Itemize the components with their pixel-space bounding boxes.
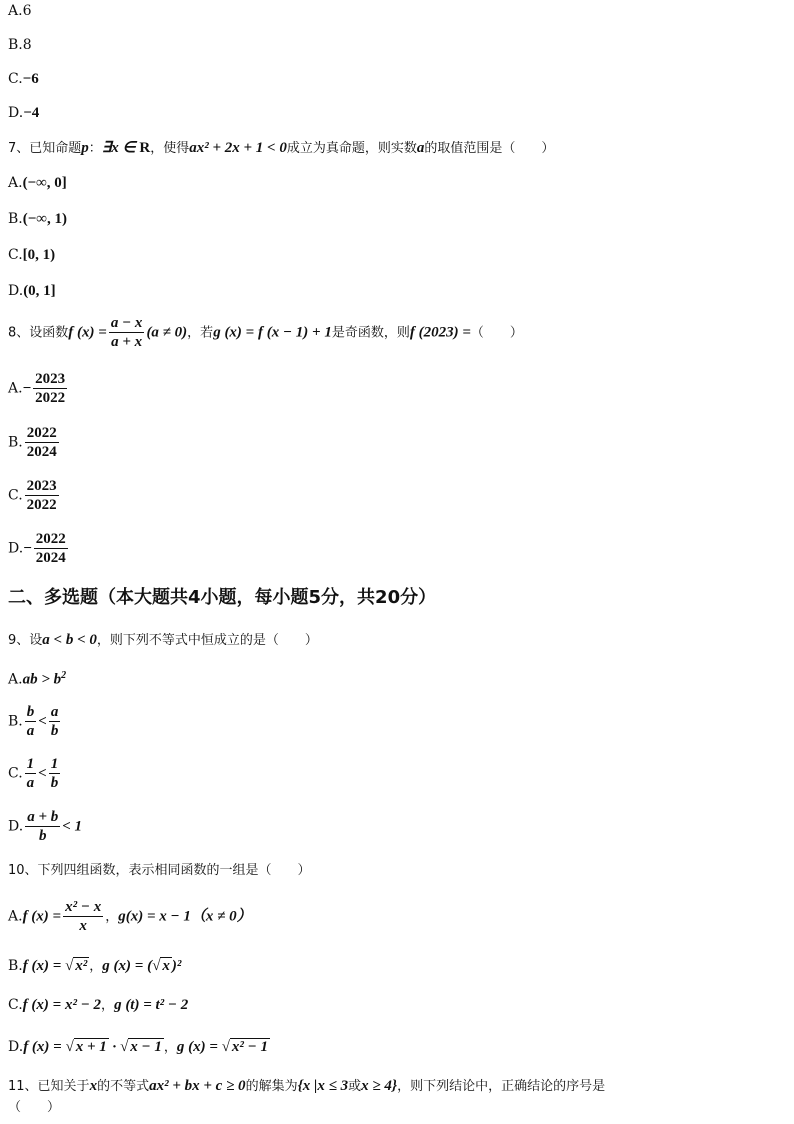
q9-option-a: $A.ab > b^2$ xyxy=(8,670,67,688)
q6-option-b: B.8 xyxy=(8,37,32,53)
q8-option-a: A.− $\frac{2023}{2022}$ xyxy=(8,371,66,406)
q11-stem-end: （ ） xyxy=(8,1100,61,1115)
q9-stem: 9、设a < b < 0，则下列不等式中恒成立的是（ ） xyxy=(8,632,318,648)
q10-stem: 10、下列四组函数，表示相同函数的一组是（ ） xyxy=(8,863,311,878)
q10-option-c: C.f (x) = x² − 2，g (t) = t² − 2 xyxy=(8,997,189,1013)
q8-option-b: B. $\frac{2022}{2024}$ xyxy=(8,425,57,460)
q8-stem: 8、设函数f (x) = $\frac{a - x}{a + x}$ (a ≠ 0)，若g (x) = f (x − 1) + 1是奇函数，则f (2023) =（ ） xyxy=(8,315,523,350)
q10-option-d: D.f (x) = √ x + 1 · √ x − 1 ，g (x) = √ x² − 1 xyxy=(8,1039,268,1055)
sqrt-sign: √ xyxy=(152,958,161,974)
q7-option-c: C.[0, 1) xyxy=(8,247,56,263)
sqrt-sign: √ xyxy=(65,958,74,974)
sqrt-sign: √ xyxy=(65,1039,74,1055)
q9-option-b: B. $\frac{b}{a}$ < $\frac{a}{b}$ xyxy=(8,704,59,739)
q10-option-a: A.f (x) = $\frac{\text{x² − x}}{x}$ ，g(x) = x − 1（x ≠ 0） xyxy=(8,899,252,934)
q9-option-c: C. $\frac{1}{a}$ < $\frac{1}{b}$ xyxy=(8,756,59,791)
q8-fraction: $\frac{a - x}{a + x}$ xyxy=(110,315,143,350)
q8-option-d: D.− $\frac{2022}{2024}$ xyxy=(8,531,66,566)
sqrt-sign: √ xyxy=(221,1039,230,1055)
q9-option-d: D. $\frac{a + b}{b}$ < 1 xyxy=(8,809,83,844)
q6-option-a: A.6 xyxy=(8,3,32,19)
q6-option-c-value: −6 xyxy=(22,71,39,87)
q7-option-a: A.(−∞, 0] xyxy=(8,175,67,191)
q6-option-b-value: 8 xyxy=(22,37,32,53)
q7-option-d: D.(0, 1] xyxy=(8,283,56,299)
q11-stem: 11、已知关于x的不等式ax² + bx + c ≥ 0的解集为{x |x ≤ 3或x ≥ 4}，则下列结论中，正确结论的序号是 xyxy=(8,1078,606,1094)
q10-option-b: B.f (x) = √ x² ，g (x) = (√ x )² xyxy=(8,958,182,974)
section-heading-multiple-choice: 二、多选题（本大题共4小题，每小题5分，共20分） xyxy=(8,587,437,608)
q7-stem: 7、已知命题p：∃x ∈ R，使得ax² + 2x + 1 < 0成立为真命题，则实数a的取值范围是（ ） xyxy=(8,140,555,156)
q8-option-c: C. $\frac{2023}{2022}$ xyxy=(8,478,57,513)
q6-option-d-value: −4 xyxy=(23,105,40,121)
q6-option-d: D.−4 xyxy=(8,105,40,121)
q7-option-b: B.(−∞, 1) xyxy=(8,211,67,227)
sqrt-sign: √ xyxy=(120,1039,129,1055)
q6-option-a-value: 6 xyxy=(22,3,32,19)
q6-option-c: C.−6 xyxy=(8,71,39,87)
